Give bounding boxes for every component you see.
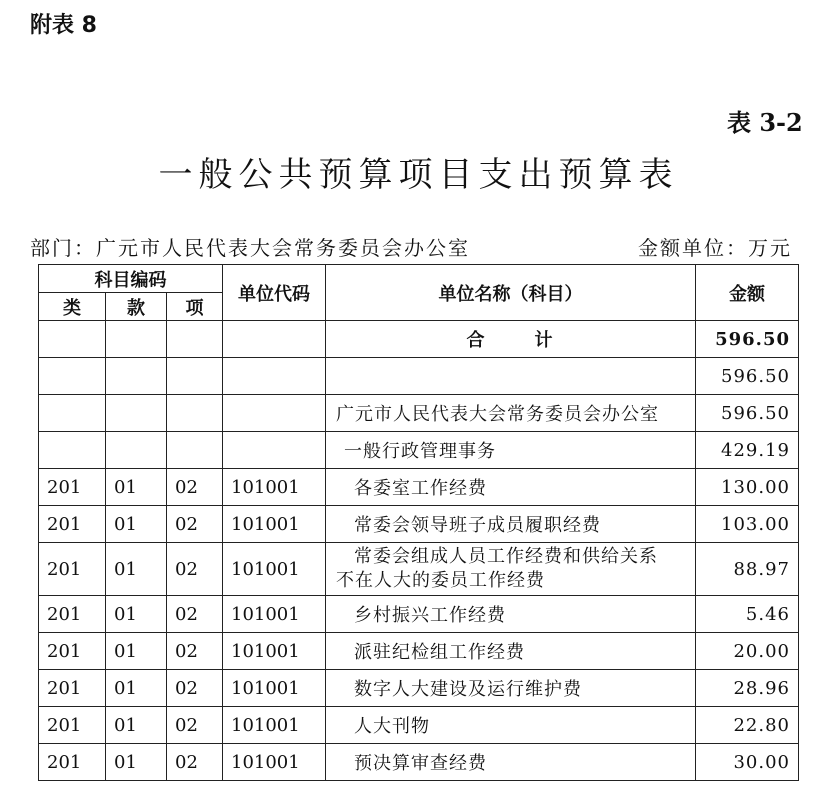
- xiang-cell: [167, 432, 223, 469]
- amount-unit-label: 金额单位：万元: [638, 236, 792, 260]
- unit-name-cell: 数字人大建设及运行维护费: [326, 670, 696, 707]
- lei-cell: 201: [39, 633, 106, 670]
- table-row: [39, 633, 799, 670]
- lei-cell: 201: [39, 670, 106, 707]
- unit-name-cell: 派驻纪检组工作经费: [326, 633, 696, 670]
- kuan-cell: 01: [106, 744, 167, 781]
- xiang-cell: 02: [167, 670, 223, 707]
- xiang-cell: 02: [167, 596, 223, 633]
- amount-header: 金额: [696, 265, 799, 321]
- total-label-a: 合: [466, 330, 487, 351]
- amount-cell: 5.46: [696, 596, 799, 633]
- unit-code-cell: 101001: [223, 506, 326, 543]
- unit-code-header: 单位代码: [223, 265, 326, 321]
- unit-code-cell: [223, 432, 326, 469]
- lei-cell: 201: [39, 469, 106, 506]
- amount-cell: 429.19: [696, 432, 799, 469]
- xiang-cell: [167, 358, 223, 395]
- amount-cell: 30.00: [696, 744, 799, 781]
- unit-name-cell: 预决算审查经费: [326, 744, 696, 781]
- kuan-cell: 01: [106, 506, 167, 543]
- xiang-cell: 02: [167, 469, 223, 506]
- amount-cell: 88.97: [696, 543, 799, 596]
- total-row: [39, 321, 799, 358]
- budget-table: [38, 264, 799, 781]
- lei-cell: 201: [39, 707, 106, 744]
- unit-name-cell: [326, 543, 696, 596]
- kuan-header: 款: [106, 293, 167, 321]
- lei-header: 类: [39, 293, 106, 321]
- table-row: [39, 744, 799, 781]
- table-row: [39, 670, 799, 707]
- kuan-cell: [106, 395, 167, 432]
- unit-name-cell: 人大刊物: [326, 707, 696, 744]
- unit-name-cell: [326, 358, 696, 395]
- kuan-cell: [106, 358, 167, 395]
- unit-code-cell: 101001: [223, 707, 326, 744]
- lei-cell: [39, 432, 106, 469]
- total-amount: 596.50: [696, 321, 799, 358]
- unit-code-cell: 101001: [223, 469, 326, 506]
- lei-cell: 201: [39, 744, 106, 781]
- department-label: 部门：广元市人民代表大会常务委员会办公室: [30, 236, 470, 260]
- amount-cell: 596.50: [696, 358, 799, 395]
- table-row: [39, 432, 799, 469]
- amount-cell: 20.00: [696, 633, 799, 670]
- unit-name-cell: 一般行政管理事务: [326, 432, 696, 469]
- attachment-label: 附表 8: [30, 13, 97, 38]
- unit-code-cell: 101001: [223, 670, 326, 707]
- amount-cell: 103.00: [696, 506, 799, 543]
- xiang-cell: 02: [167, 506, 223, 543]
- unit-name-line-1: 常委会组成人员工作经费和供给关系: [354, 546, 658, 567]
- kuan-cell: 01: [106, 543, 167, 596]
- kuan-cell: 01: [106, 469, 167, 506]
- xiang-cell: 02: [167, 543, 223, 596]
- xiang-cell: [167, 395, 223, 432]
- kuan-cell: 01: [106, 707, 167, 744]
- lei-cell: [39, 358, 106, 395]
- unit-code-cell: [223, 358, 326, 395]
- table-number: 表 3-2: [727, 108, 803, 137]
- kuan-cell: 01: [106, 633, 167, 670]
- subject-code-header: 科目编码: [39, 265, 223, 293]
- table-row: [39, 395, 799, 432]
- table-row: [39, 469, 799, 506]
- unit-code-cell: [223, 395, 326, 432]
- amount-cell: 596.50: [696, 395, 799, 432]
- kuan-cell: 01: [106, 596, 167, 633]
- unit-code-cell: 101001: [223, 596, 326, 633]
- lei-cell: 201: [39, 543, 106, 596]
- xiang-cell: 02: [167, 744, 223, 781]
- table-row: [39, 707, 799, 744]
- unit-name-cell: 乡村振兴工作经费: [326, 596, 696, 633]
- unit-code-cell: 101001: [223, 633, 326, 670]
- unit-name-cell: 广元市人民代表大会常务委员会办公室: [326, 395, 696, 432]
- unit-name-line-2: 不在人大的委员工作经费: [336, 570, 545, 591]
- page-title: 一般公共预算项目支出预算表: [158, 155, 679, 195]
- table-row: [39, 358, 799, 395]
- table-row: [39, 506, 799, 543]
- lei-cell: 201: [39, 596, 106, 633]
- kuan-cell: [106, 432, 167, 469]
- table-row: [39, 596, 799, 633]
- total-label-b: 计: [534, 330, 555, 351]
- amount-cell: 28.96: [696, 670, 799, 707]
- unit-name-header: 单位名称（科目）: [326, 265, 696, 321]
- amount-cell: 130.00: [696, 469, 799, 506]
- lei-cell: 201: [39, 506, 106, 543]
- xiang-cell: 02: [167, 707, 223, 744]
- header-row: [39, 265, 799, 293]
- lei-cell: [39, 395, 106, 432]
- total-label: [326, 321, 696, 358]
- unit-code-cell: 101001: [223, 543, 326, 596]
- amount-cell: 22.80: [696, 707, 799, 744]
- unit-name-cell: 各委室工作经费: [326, 469, 696, 506]
- unit-code-cell: 101001: [223, 744, 326, 781]
- unit-name-cell: 常委会领导班子成员履职经费: [326, 506, 696, 543]
- xiang-cell: 02: [167, 633, 223, 670]
- kuan-cell: 01: [106, 670, 167, 707]
- table-row: [39, 543, 799, 596]
- xiang-header: 项: [167, 293, 223, 321]
